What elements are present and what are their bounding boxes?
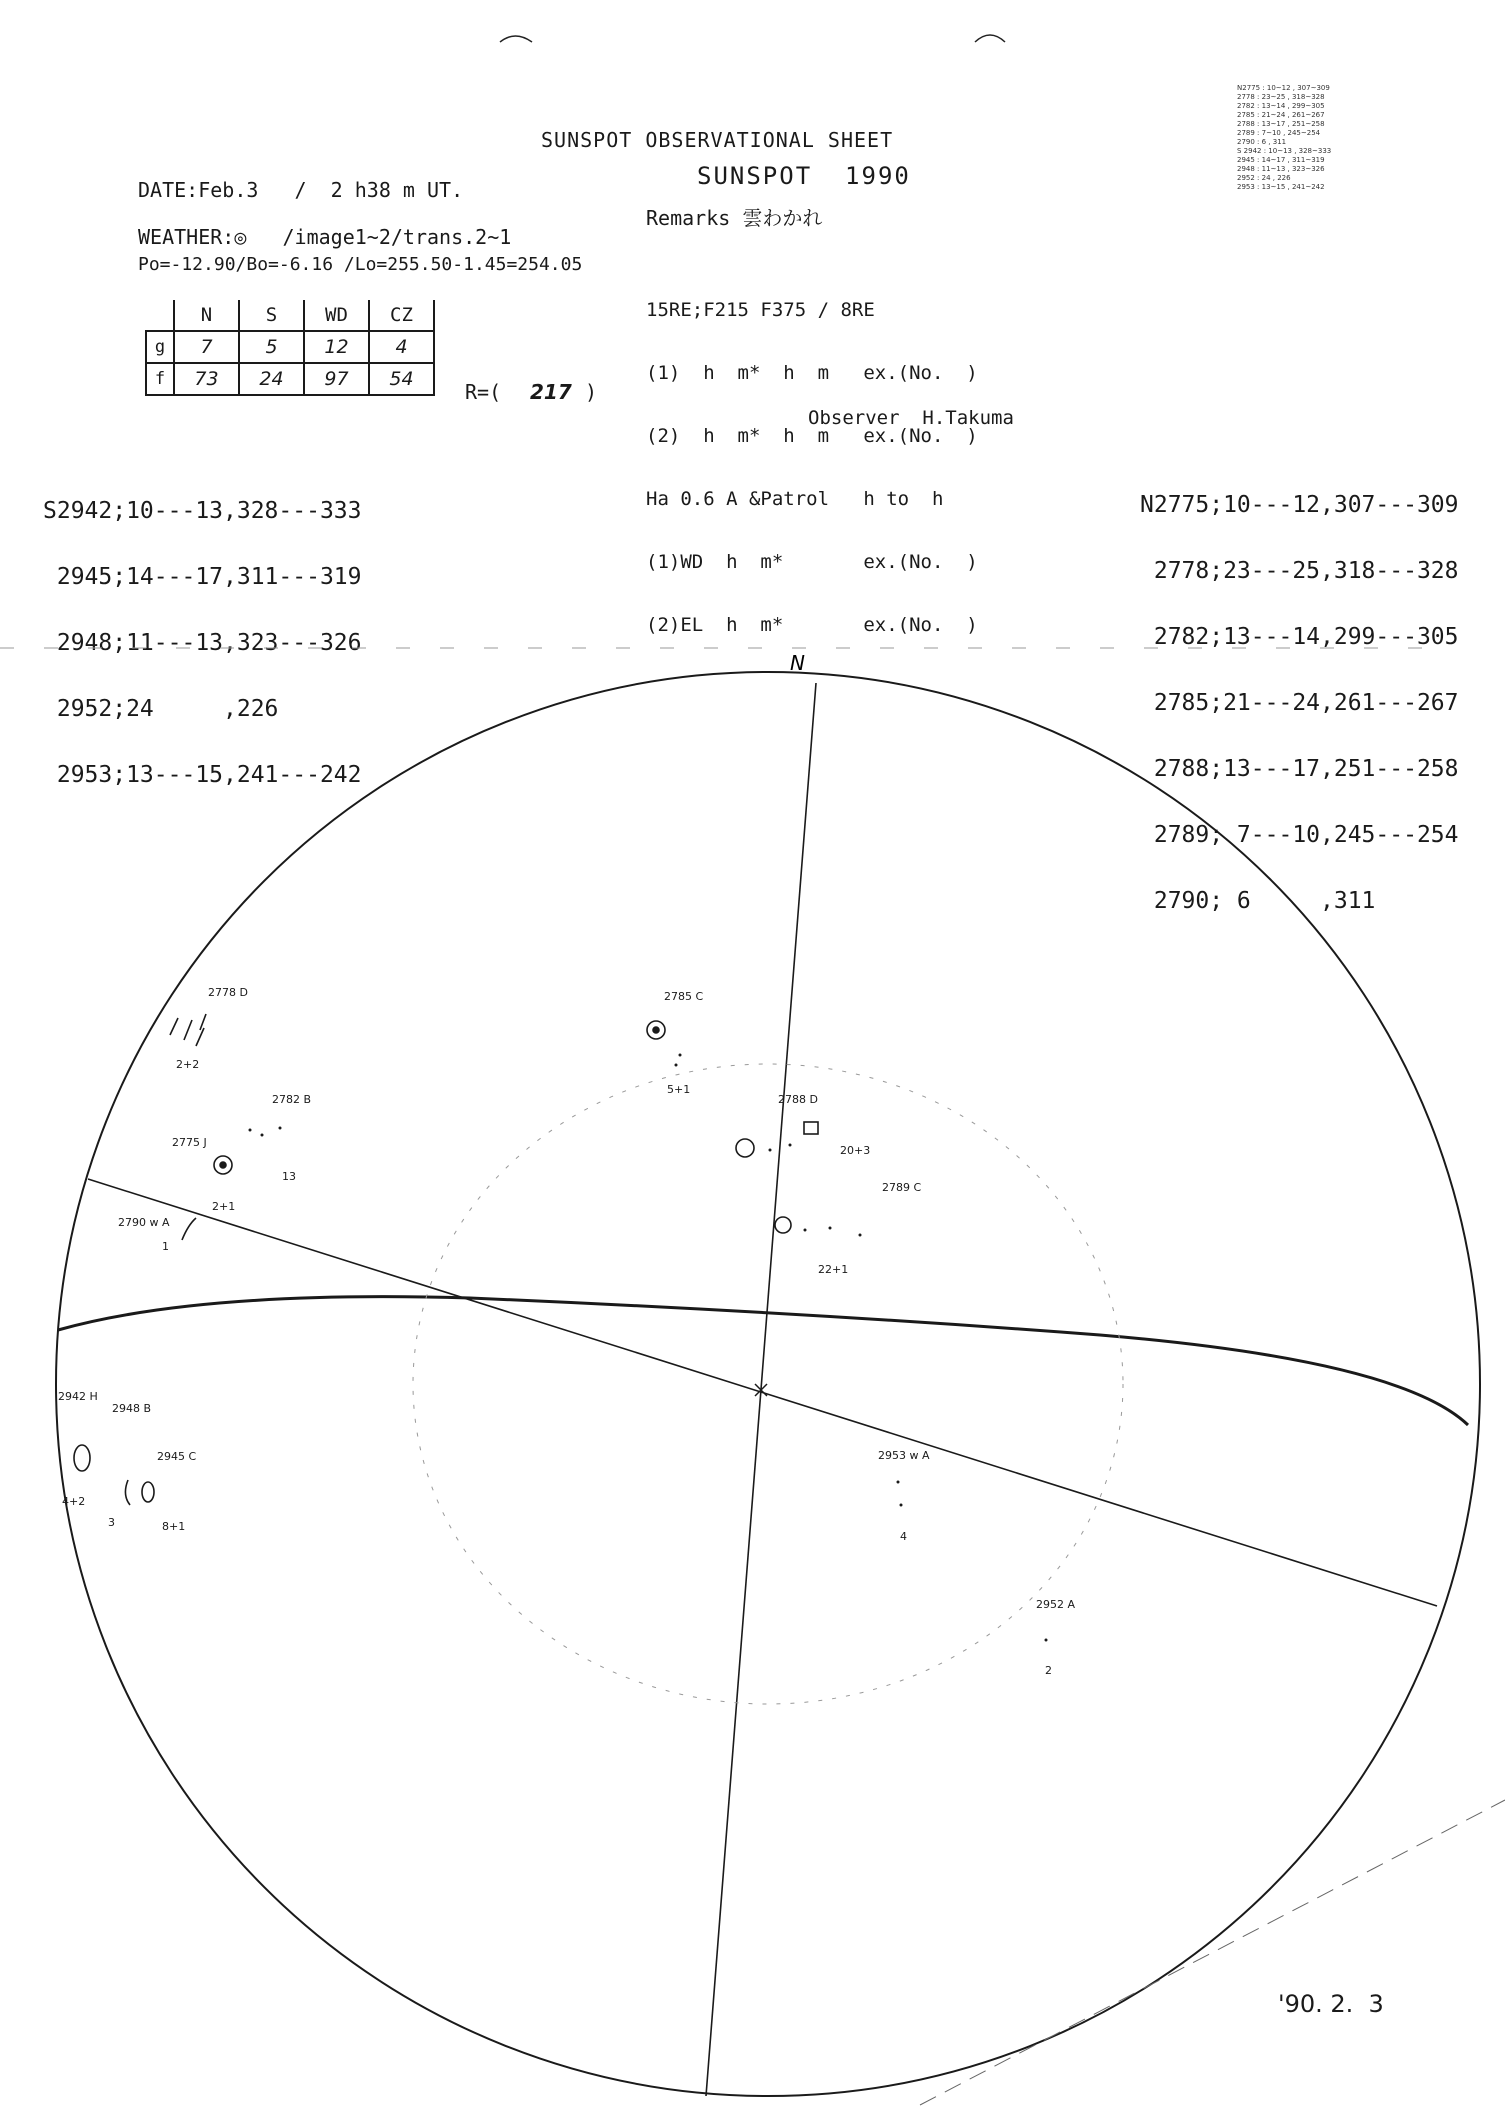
row-label: f (146, 363, 174, 395)
group-label: 2942 H (58, 1390, 98, 1403)
col-header: WD (304, 300, 369, 331)
group-count: 13 (282, 1170, 296, 1183)
r-label: R=( (465, 380, 502, 404)
group-label: 2790 w A (118, 1216, 170, 1229)
spot-2788-lead (736, 1139, 754, 1157)
count-cell: 12 (304, 331, 369, 363)
group-label: 2945 C (157, 1450, 197, 1463)
group-label: 2789 C (882, 1181, 922, 1194)
group-label: 2782 B (272, 1093, 312, 1106)
date-line: DATE:Feb.3 / 2 h38 m UT. (138, 178, 464, 202)
corner-note: 2952 : 24 , 226 (1237, 174, 1291, 182)
count-cell: 7 (174, 331, 239, 363)
count-cell: 54 (369, 363, 434, 395)
group-line: S2942;10---13,328---333 (43, 498, 362, 524)
r-value: 217 (530, 380, 572, 404)
group-count: 2+2 (176, 1058, 200, 1071)
group-label: 2952 A (1036, 1598, 1076, 1611)
params-line: Po=-12.90/Bo=-6.16 /Lo=255.50-1.45=254.05 (138, 254, 583, 275)
group-count: 8+1 (162, 1520, 186, 1533)
group-count: 2+1 (212, 1200, 236, 1213)
inner-guide (413, 1064, 1123, 1704)
north-mark: N (790, 651, 805, 675)
corner-note: 2945 : 14~17 , 311~319 (1237, 156, 1325, 164)
footer-date: '90. 2. 3 (1278, 1990, 1384, 2018)
group-count: 1 (162, 1240, 169, 1253)
spot-2945 (142, 1482, 154, 1502)
disk-outline (56, 672, 1480, 2096)
corner-note: S 2942 : 10~13 , 328~333 (1237, 147, 1332, 155)
observer: Observer H.Takuma (808, 407, 1014, 429)
group-line: 2778;23---25,318---328 (1140, 558, 1459, 584)
group-line: N2775;10---12,307---309 (1140, 492, 1459, 518)
group-count: 4+2 (62, 1495, 86, 1508)
group-line: 2788;13---17,251---258 (1140, 756, 1459, 782)
sheet-subtitle: SUNSPOT 1990 (697, 162, 911, 190)
count-cell: 24 (239, 363, 304, 395)
spot-2790 (182, 1218, 196, 1240)
count-cell: 4 (369, 331, 434, 363)
group-count: 20+3 (840, 1144, 871, 1157)
col-header: N (174, 300, 239, 331)
group-line: 2945;14---17,311---319 (43, 564, 362, 590)
remarks: Remarks 雲わかれ (646, 206, 823, 230)
instrument-line: (2) h m* h m ex.(No. ) (646, 425, 978, 447)
sheet-title: SUNSPOT OBSERVATIONAL SHEET (541, 128, 894, 152)
group-count: 3 (108, 1516, 115, 1529)
group-line: 2790; 6 ,311 (1140, 888, 1376, 914)
group-count: 4 (900, 1530, 907, 1543)
spot-2948 (125, 1480, 130, 1505)
spot-2785-core (653, 1027, 659, 1033)
spot-markings (74, 1014, 818, 1505)
corner-note: 2782 : 13~14 , 299~305 (1237, 102, 1325, 110)
corner-note: 2790 : 6 , 311 (1237, 138, 1287, 146)
instrument-line: (1)WD h m* ex.(No. ) (646, 551, 978, 573)
group-label: 2953 w A (878, 1449, 930, 1462)
group-count: 2 (1045, 1664, 1052, 1677)
spot-dots (249, 1054, 1048, 1642)
spot-2789 (775, 1217, 791, 1233)
r-close: ) (585, 380, 598, 404)
corner-note: 2788 : 13~17 , 251~258 (1237, 120, 1325, 128)
group-line: 2953;13---15,241---242 (43, 762, 362, 788)
group-count: 5+1 (667, 1083, 691, 1096)
col-header: CZ (369, 300, 434, 331)
count-cell: 73 (174, 363, 239, 395)
corner-note: 2785 : 21~24 , 261~267 (1237, 111, 1325, 119)
group-line: 2785;21---24,261---267 (1140, 690, 1459, 716)
count-cell: 5 (239, 331, 304, 363)
spot-2788-follow (804, 1122, 818, 1134)
page-mark (975, 35, 1005, 42)
group-label: 2948 B (112, 1402, 152, 1415)
instrument-line: 15RE;F215 F375 / 8RE (646, 299, 875, 321)
group-label: 2788 D (778, 1093, 818, 1106)
corner-note: 2789 : 7~10 , 245~254 (1237, 129, 1321, 137)
group-line: 2782;13---14,299---305 (1140, 624, 1459, 650)
corner-note: N2775 : 10~12 , 307~309 (1237, 84, 1330, 92)
group-count: 22+1 (818, 1263, 849, 1276)
group-label: 2785 C (664, 990, 704, 1003)
weather-line: WEATHER:◎ /image1~2/trans.2~1 (138, 225, 512, 249)
corner-note: 2953 : 13~15 , 241~242 (1237, 183, 1325, 191)
corner-note: 2778 : 23~25 , 318~328 (1237, 93, 1325, 101)
group-line: 2952;24 ,226 (43, 696, 279, 722)
stray-line (920, 1800, 1505, 2105)
instrument-line: (1) h m* h m ex.(No. ) (646, 362, 978, 384)
spot-group-2778 (170, 1014, 206, 1046)
group-line: 2789; 7---10,245---254 (1140, 822, 1459, 848)
col-header: S (239, 300, 304, 331)
instrument-line: (2)EL h m* ex.(No. ) (646, 614, 978, 636)
instrument-line: Ha 0.6 A &Patrol h to h (646, 488, 944, 510)
row-label: g (146, 331, 174, 363)
group-line: 2948;11---13,323---326 (43, 630, 362, 656)
group-label: 2778 D (208, 986, 248, 999)
group-label: 2775 J (172, 1136, 207, 1149)
page-mark (500, 36, 532, 42)
count-cell: 97 (304, 363, 369, 395)
spot-2942 (74, 1445, 90, 1471)
spot-2775-core (220, 1162, 226, 1168)
corner-note: 2948 : 11~13 , 323~326 (1237, 165, 1325, 173)
